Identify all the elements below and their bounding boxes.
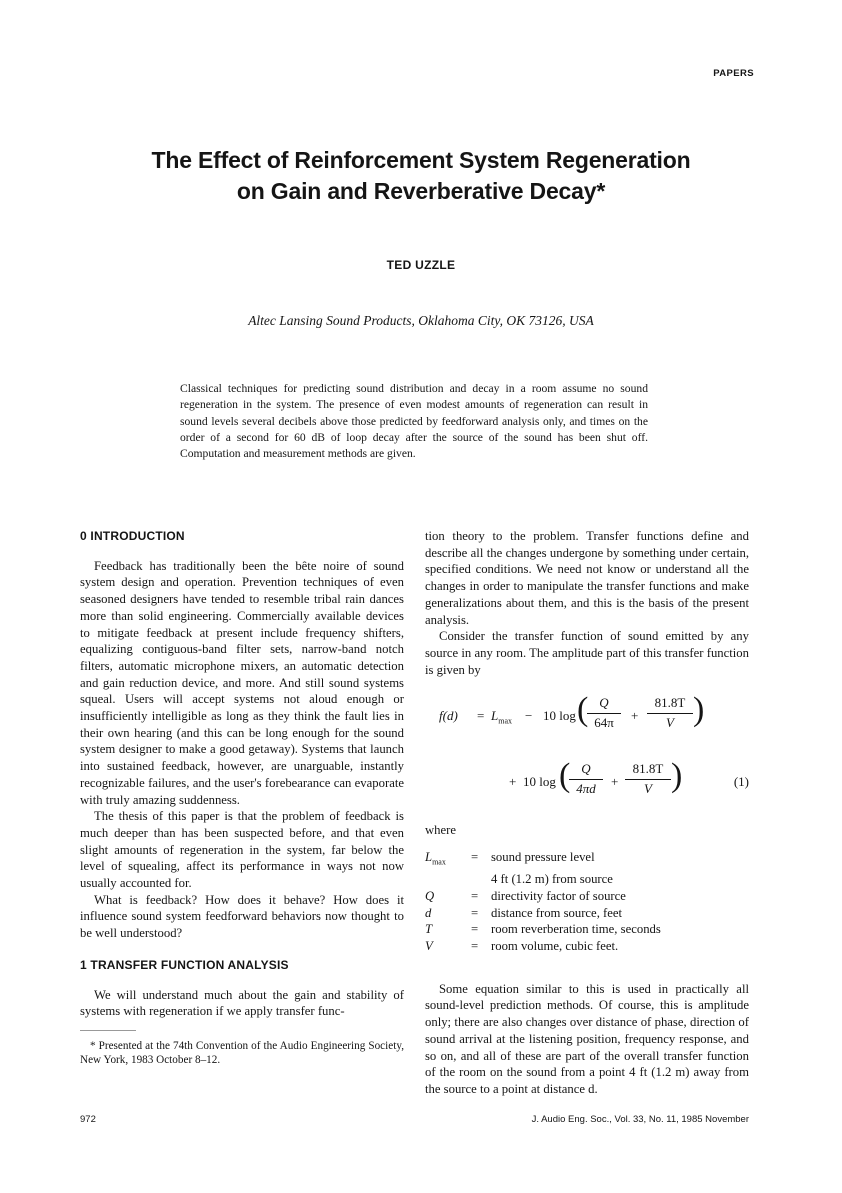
footnote: * Presented at the 74th Convention of the Audio Engineering Society, New York, 1983 October 8–12. xyxy=(80,1039,404,1067)
eq-paren-close: ) xyxy=(693,691,705,729)
paper-title xyxy=(0,145,842,207)
eq-fraction: $\frac{Q}{64\pi}$ xyxy=(587,695,621,731)
paragraph: What is feedback? How does it behave? How does it influence sound system feedforward behaviors now thought to be well understood? xyxy=(80,892,404,941)
eq-paren-open: ( xyxy=(577,691,589,729)
section-tag: PAPERS xyxy=(713,68,754,79)
definition-row: Q = directivity factor of source xyxy=(425,888,626,903)
eq-fraction: $\frac{81.8T}{V}$ xyxy=(647,695,693,731)
author-affiliation: Altec Lansing Sound Products, Oklahoma City, OK 73126, USA xyxy=(248,313,594,328)
paragraph: Feedback has traditionally been the bête noire of sound system design and operation. Prevention techniques of even seasoned designers have tended to resemble tribal rain dances more than solid engineering. Commercially available devices to mitigate feedback at present include frequency shifters, equalizing contiguous-band filter sets, narrow-band notch filters, automatic microphone mixers, an automatic detection and gain reduction device, and more. And still sound systems squeal. Users will accept systems not aloud enough or insufficiently intelligible as long as they think the fault lies in their own hearing (and this can be long enough for the sound system designer to make a good getaway). Systems that launch into sustained feedback, however, are unarguable, instantly recognizable failures, and the user's forebearance can evaporate with truly amazing suddenness. xyxy=(80,558,404,807)
section-heading-transfer-function: 1 TRANSFER FUNCTION ANALYSIS xyxy=(80,957,289,972)
eq-plus: + xyxy=(509,774,517,790)
left-column xyxy=(80,528,404,1068)
paragraph: The thesis of this paper is that the problem of feedback is much deeper than has been suspected before, and that even slight amounts of regeneration in the system, far below the level of squealing, affect its performance in ways not now usually accounted for. xyxy=(80,809,404,891)
eq-plus: + xyxy=(631,708,639,724)
eq-lhs: f(d) xyxy=(439,708,458,724)
paragraph: Consider the transfer function of sound emitted by any source in any room. The amplitude part of this transfer function is given by xyxy=(425,629,749,677)
right-column xyxy=(425,528,749,1098)
definition-row: $L_{max}$ = sound pressure level xyxy=(425,850,595,867)
eq-fraction: $\frac{Q}{4\pi d}$ xyxy=(569,761,603,797)
paragraph: We will understand much about the gain and stability of systems with regeneration if we apply transfer func- xyxy=(80,987,404,1019)
author-name: TED UZZLE xyxy=(386,258,456,272)
equation-1 xyxy=(425,692,749,810)
eq-lmax: $L_{max}$ xyxy=(491,708,513,726)
eq-paren-close: ) xyxy=(671,757,683,795)
paragraph: tion theory to the problem. Transfer functions define and describe all the changes undergone by something under certain, specified conditions. We need not know or understand all the changes in order to manipulate the transfer functions and make generalizations about them, and this is the basis of the present analysis. xyxy=(425,529,749,627)
page-number: 972 xyxy=(80,1114,96,1125)
eq-log-2: 10 log xyxy=(523,774,556,790)
title-line-1: The Effect of Reinforcement System Regeneration xyxy=(151,147,691,173)
abstract: Classical techniques for predicting sound distribution and decay in a room assume no sound regeneration in the system. The presence of even modest amounts of regeneration can result in sound levels several decibels above those predicted by feedforward analysis only, and times on the order of a second for 60 dB of loop decay after the source of the sound has been shut off. Computation and measurement methods are given. xyxy=(180,382,648,461)
where-label: where xyxy=(425,823,456,838)
symbol-definitions xyxy=(425,849,749,955)
eq-paren-open: ( xyxy=(559,757,571,795)
definition-row: d = distance from source, feet xyxy=(425,905,623,920)
definition-row: T = room reverberation time, seconds xyxy=(425,922,661,937)
eq-equals: = xyxy=(477,708,485,724)
definition-row: V = room volume, cubic feet. xyxy=(425,939,619,954)
eq-fraction: $\frac{81.8T}{V}$ xyxy=(625,761,671,797)
eq-minus: − xyxy=(525,708,533,724)
footnote-rule xyxy=(80,1030,136,1031)
eq-plus: + xyxy=(611,774,619,790)
equation-number: (1) xyxy=(733,774,749,790)
title-line-2: on Gain and Reverberative Decay* xyxy=(236,178,606,204)
eq-log-1: 10 log xyxy=(543,708,576,724)
journal-citation: J. Audio Eng. Soc., Vol. 33, No. 11, 1985 November xyxy=(531,1114,749,1125)
paragraph: Some equation similar to this is used in practically all sound-level prediction methods. Of course, this is amplitude only; there are also changes over distance of phase, direction of sound arrival at the listening position, frequency response, and so on, and all of these are part of the overall transfer function of the room on the sound from a point 4 ft (1.2 m) away from the source to a point at distance d. xyxy=(425,981,749,1096)
definition-row: 4 ft (1.2 m) from source xyxy=(491,872,613,887)
section-heading-introduction: 0 INTRODUCTION xyxy=(80,529,185,543)
